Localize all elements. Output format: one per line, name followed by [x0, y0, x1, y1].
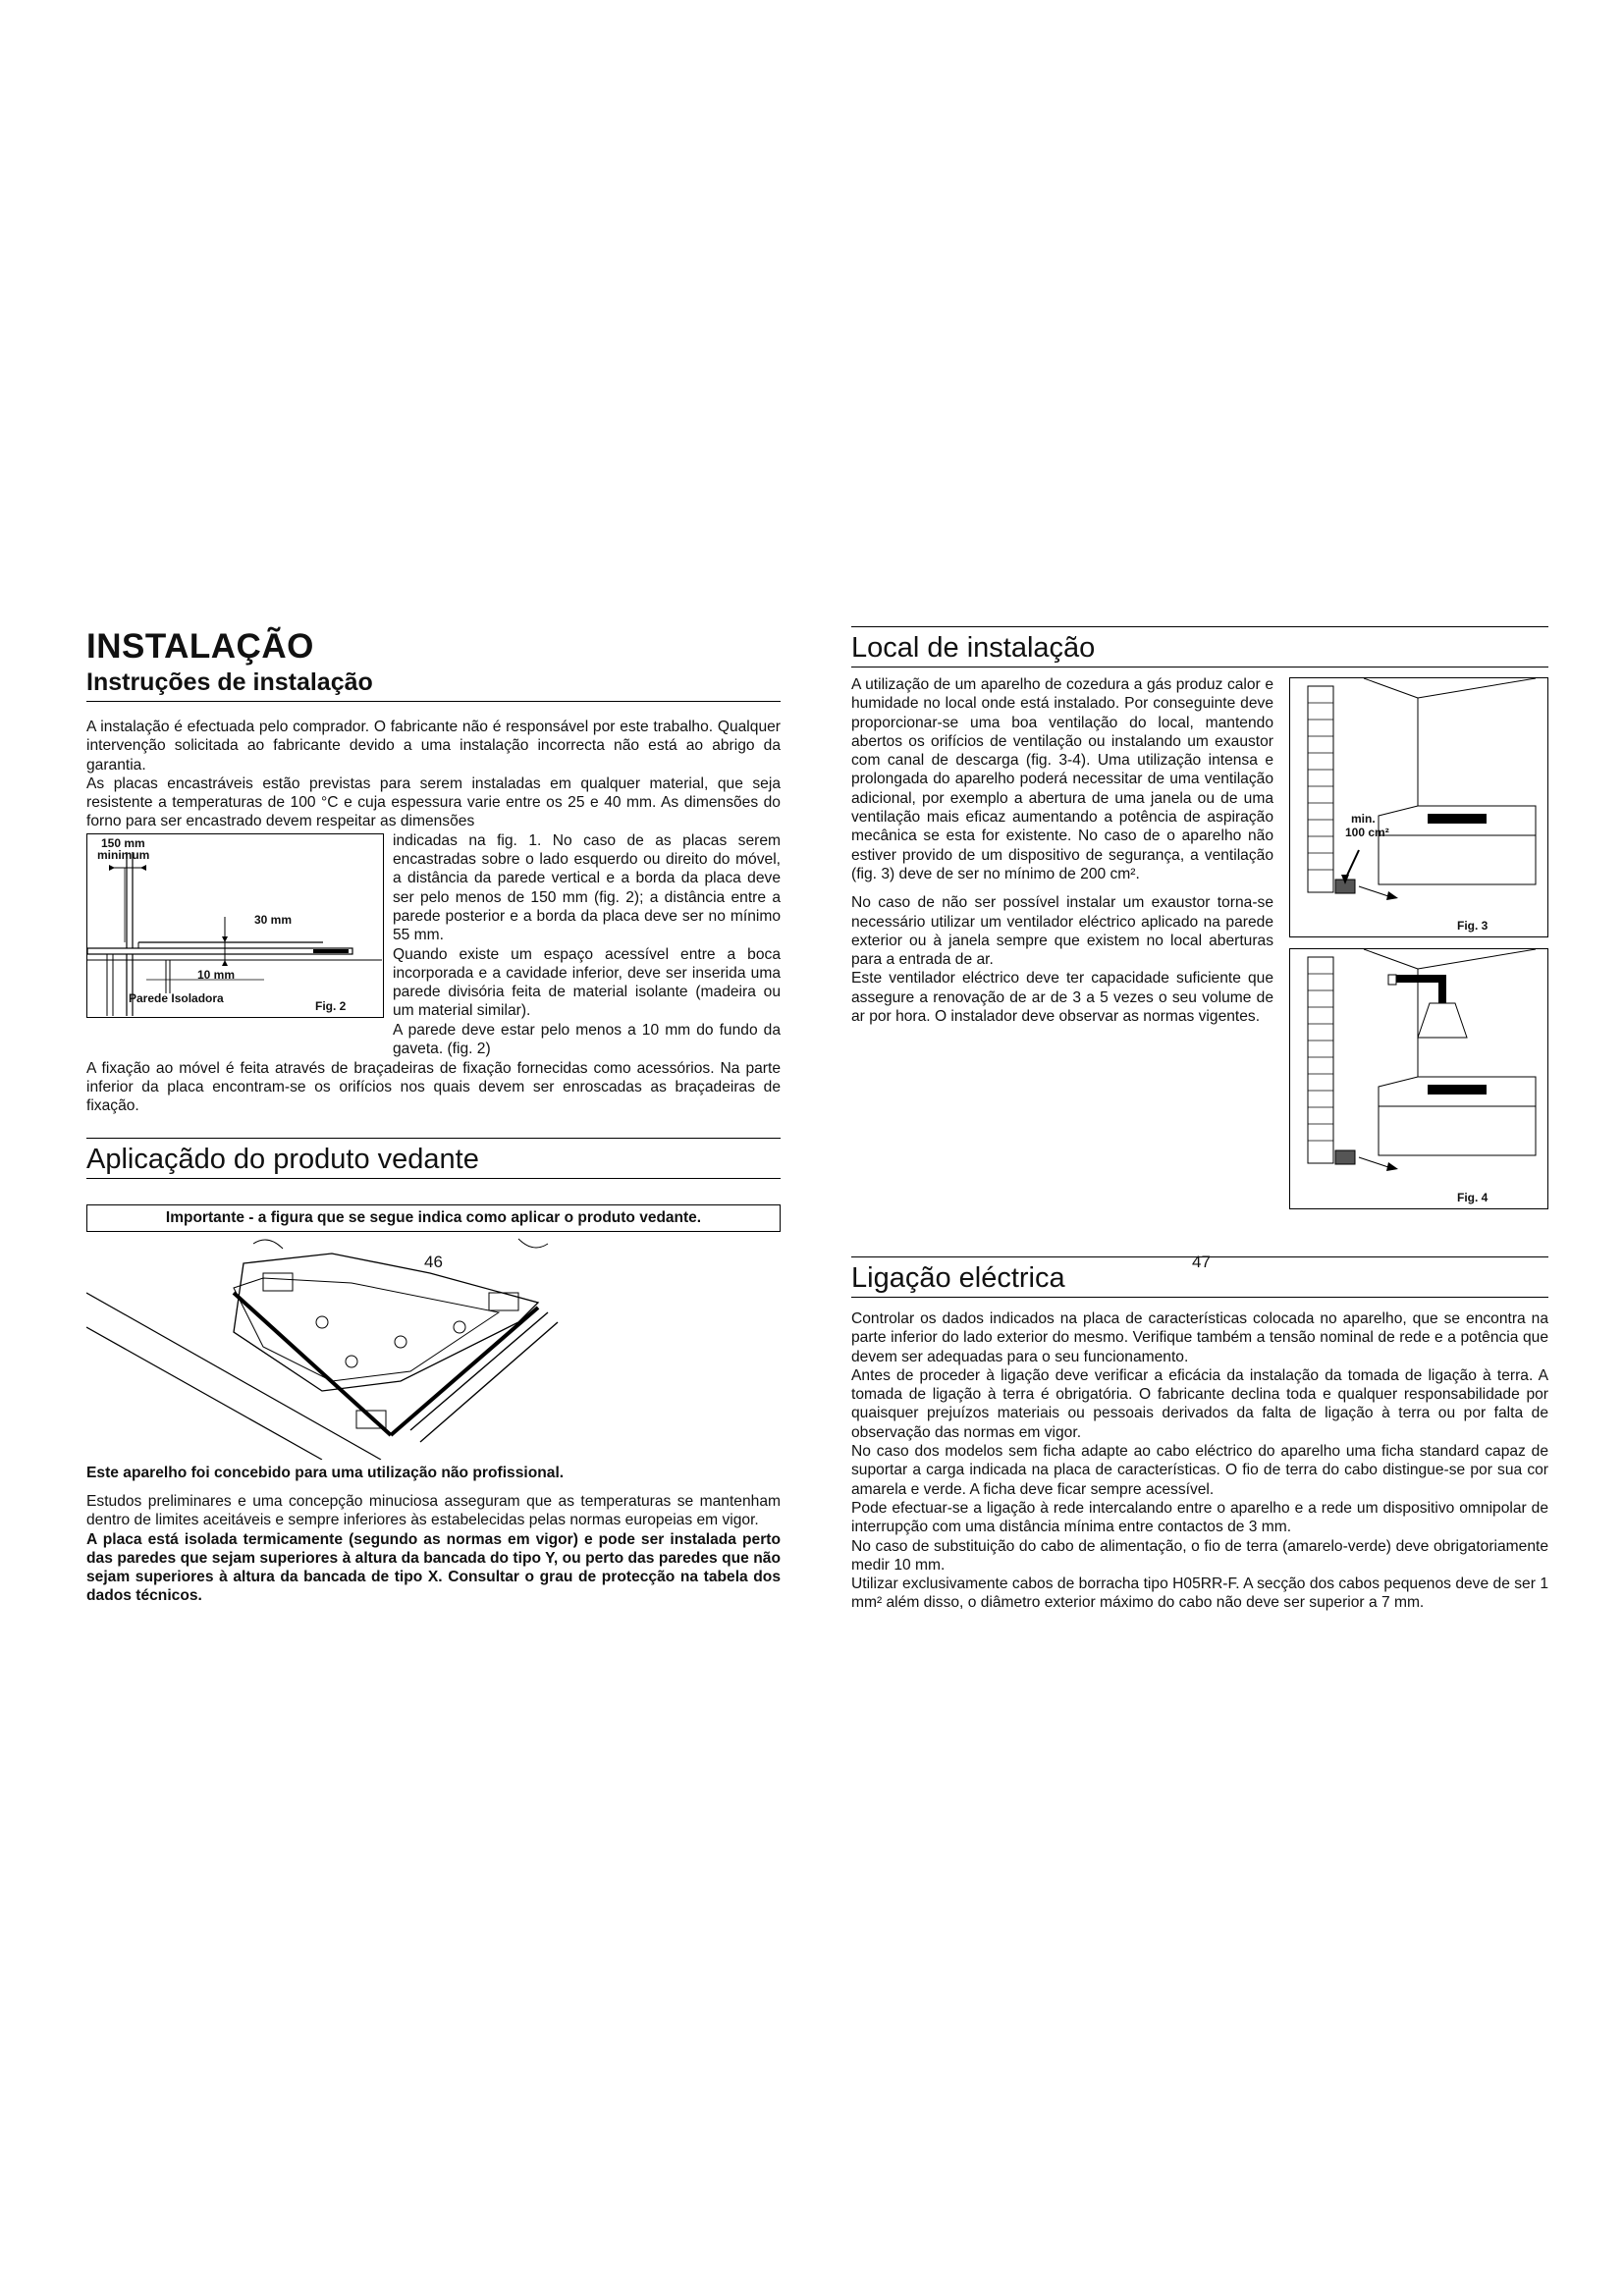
dimensions-paragraph: indicadas na fig. 1. No caso de as placas serem encastradas sobre o lado esquerdo ou direito do móvel, a distância da parede vertical e a borda da placa deve ser pelo menos de 150 mm (fig. 2); a distância entre a parede posterior e a borda da placa deve ser no mínimo 55 mm.: [393, 831, 781, 944]
fig-3-label-area: 100 cm²: [1345, 826, 1389, 839]
thermal-insulation-paragraph: A placa está isolada termicamente (segundo as normas em vigor) e pode ser instalada perto das paredes que sejam superiores à altura da bancada do tipo Y, ou perto das paredes que não sejam superiores à altura da bancada de tipo X. Consultar o grau de protecção na tabela dos dados técnicos.: [86, 1530, 781, 1605]
fig-2-diagram: [86, 833, 384, 1018]
location-paragraph-1: A utilização de um aparelho de cozedura a gás produz calor e humidade no local onde está instalado. Por conseguinte deve proporcionar-se uma boa ventilação do local, mantendo abertos os orifícios de ventilação ou instalando um exaustor com canal de descarga (fig. 3-4). Uma utilização intensa e prolongada do aparelho poderá necessitar de uma ventilação adicional, por exemplo a abertura de uma janela ou de uma ventilação mais eficaz aumentando a potência de aspiração mecânica se esta for existente. No caso de o aparelho não estiver provido de um dispositivo de segurança, a ventilação (fig. 3) deve de ser no mínimo de 200 cm².: [851, 676, 1273, 882]
important-notice-box: Importante - a figura que se segue indica como aplicar o produto vedante.: [86, 1204, 781, 1232]
fig-3-drawing: [1290, 678, 1547, 935]
location-paragraph-2: No caso de não ser possível instalar um exaustor torna-se necessário utilizar um ventilador eléctrico aplicado na parede exterior ou à janela sempre que existem no local aberturas para a entrada de ar.: [851, 894, 1273, 969]
electric-paragraph-2: Antes de proceder à ligação deve verificar a eficácia da instalação da tomada de ligação à terra. A tomada de ligação à terra é obrigatória. O fabricante declina toda e qualquer responsabilidade por quaisquer prejuízos materiais ou pessoais derivados da falta de ligação à terra ou por falta de observação das normas em vigor.: [851, 1366, 1548, 1441]
drawer-distance-paragraph: A parede deve estar pelo menos a 10 mm do fundo da gaveta. (fig. 2): [393, 1021, 781, 1058]
left-column: [86, 626, 781, 1606]
fig-2-label-10mm: 10 mm: [197, 967, 236, 982]
fig-2-caption: Fig. 2: [315, 998, 347, 1013]
page-number-left: 46: [424, 1253, 443, 1271]
location-text: [851, 675, 1273, 1026]
fig-2-label-insulating-wall: Parede Isoladora: [129, 990, 224, 1005]
page-number-right: 47: [1192, 1253, 1211, 1271]
right-column: [851, 626, 1548, 1613]
non-professional-heading: Este aparelho foi concebido para uma utilização não profissional.: [86, 1464, 565, 1481]
fig-3-caption: Fig. 3: [1457, 919, 1489, 933]
electric-paragraph-5: No caso de substituição do cabo de alimentação, o fio de terra (amarelo-verde) deve obrigatoriamente medir 10 mm.: [851, 1537, 1548, 1574]
divider-wall-paragraph: Quando existe um espaço acessível entre a boca incorporada e a cavidade inferior, deve ser inserida uma parede divisória feita de material isolante (madeira ou um material similar).: [393, 945, 781, 1020]
electric-paragraph-1: Controlar os dados indicados na placa de características colocada no aparelho, que se encontra na parte inferior do lado exterior do mesmo. Verifique também a tensão nominal de rede e a potência que devem ser adequadas para o seu funcionamento.: [851, 1310, 1548, 1365]
fig-3-diagram: [1289, 677, 1548, 937]
fig-2-label-150mm: 150 mm: [101, 835, 145, 850]
electric-paragraph-4: Pode efectuar-se a ligação à rede intercalando entre o aparelho e a rede um dispositivo omnipolar de interrupção com uma distância mínima entre contactos de 3 mm.: [851, 1499, 1548, 1536]
location-block: [851, 675, 1548, 1235]
fig-4-diagram: [1289, 948, 1548, 1209]
section-title-sealant: Aplicaçãdo do produto vedante: [86, 1138, 781, 1179]
fig-2-label-30mm: 30 mm: [254, 912, 293, 927]
fig2-side-text: [393, 831, 781, 1059]
fig-3-label-min: min.: [1351, 812, 1376, 826]
electric-paragraph-3: No caso dos modelos sem ficha adapte ao cabo eléctrico do aparelho uma ficha standard capaz de suportar a carga indicada na placa de características. O fio de terra do cabo distingue-se por sua cor amarela e verde. A ficha deve ficar sempre acessível.: [851, 1443, 1548, 1498]
studies-paragraph: Estudos preliminares e uma concepção minuciosa asseguram que as temperaturas se mantenham dentro de limites aceitáveis e sempre inferiores às estabelecidas pelas normas europeias em vigor.: [86, 1492, 781, 1529]
fig-2-label-minimum: minimum: [97, 847, 150, 862]
section-title-installation-location: Local de instalação: [851, 626, 1548, 667]
fig2-wrap-block: [86, 831, 781, 1059]
section-title-installation-instructions: Instruções de instalação: [86, 667, 781, 702]
fig-4-drawing: [1290, 949, 1547, 1206]
fixation-paragraph: A fixação ao móvel é feita através de braçadeiras de fixação fornecidas como acessórios. Na parte inferior da placa encontram-se os orifícios nos quais devem ser enroscadas as braçadeiras de fixação.: [86, 1059, 781, 1115]
intro-paragraph-1: A instalação é efectuada pelo comprador. O fabricante não é responsável por este trabalho. Qualquer intervenção solicitada ao fabricante devido a uma instalação incorrecta não está ao abrigo da garantia.: [86, 719, 781, 774]
location-paragraph-3: Este ventilador eléctrico deve ter capacidade suficiente que assegure a renovação de ar de 3 a 5 vezes o seu volume de ar por hora. O instalador deve observar as normas vigentes.: [851, 970, 1273, 1026]
page-title: INSTALAÇÃO: [86, 627, 314, 666]
intro-paragraph-2: As placas encastráveis estão previstas para serem instaladas em qualquer material, que seja resistente a temperaturas de 100 °C e cuja espessura varie entre os 25 e 40 mm. As dimensões do forno para ser encastrado devem respeitar as dimensões: [86, 774, 781, 830]
electric-paragraph-6: Utilizar exclusivamente cabos de borracha tipo H05RR-F. A secção dos cabos pequenos deve de ser 1 mm² além disso, o diâmetro exterior máximo do cabo não deve ser superior a 7 mm.: [851, 1575, 1548, 1612]
fig-4-caption: Fig. 4: [1457, 1191, 1489, 1204]
section-title-electrical-connection: Ligação eléctrica: [851, 1256, 1548, 1298]
